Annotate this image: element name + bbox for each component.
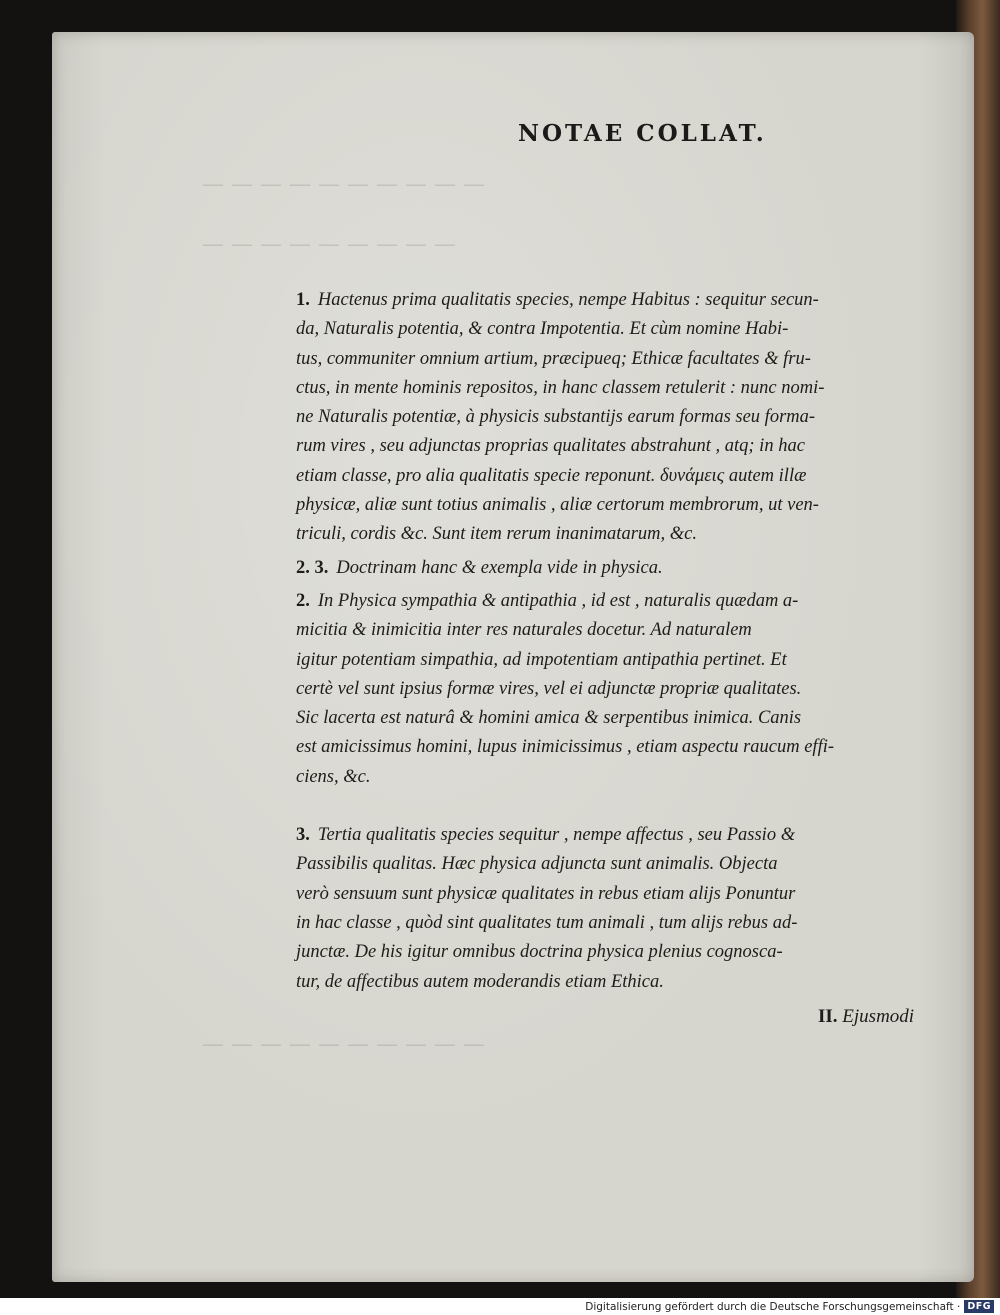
paragraph-number: 1.	[296, 290, 310, 310]
footer-credit-text: Digitalisierung gefördert durch die Deutsche Forschungsgemeinschaft ·	[585, 1300, 961, 1313]
text-line: ne Naturalis potentiæ, à physicis substantijs earum formas seu forma-	[296, 407, 816, 428]
paragraph-1	[296, 286, 932, 550]
text-line: Doctrinam hanc & exempla vide in physica.	[336, 557, 663, 578]
text-line: rum vires , seu adjunctas proprias qualitates abstrahunt , atq; in hac	[296, 436, 805, 457]
text-line: junctæ. De his igitur omnibus doctrina physica plenius cognosca-	[296, 942, 783, 963]
text-line: In Physica sympathia & antipathia , id est , naturalis quædam a-	[317, 590, 799, 611]
text-line: igitur potentiam simpathia, ad impotentiam antipathia pertinet. Et	[296, 649, 787, 670]
text-line: triculi, cordis &c. Sunt item rerum inanimatarum, &c.	[296, 524, 697, 545]
show-through-2: — — — — — — — — —	[202, 232, 456, 257]
text-line: etiam classe, pro alia qualitatis specie reponunt. δυνάμεις autem illæ	[296, 465, 807, 486]
text-body	[296, 286, 932, 997]
paragraph-number: 3.	[296, 825, 310, 846]
paragraph-2	[296, 587, 932, 792]
text-line: Sic lacerta est naturâ & homini amica & serpentibus inimica. Canis	[296, 708, 802, 729]
paragraph-number: 2.	[296, 590, 310, 611]
text-line: est amicissimus homini, lupus inimicissimus , etiam aspectu raucum effi-	[296, 737, 835, 758]
text-line: ctus, in mente hominis repositos, in hanc classem retulerit : nunc nomi-	[296, 377, 825, 398]
footer-credit-bar	[0, 1298, 1000, 1315]
text-line: in hac classe , quòd sint qualitates tum animali , tum alijs rebus ad-	[296, 912, 798, 933]
catchword-number: II.	[818, 1006, 838, 1027]
text-line: ciens, &c.	[296, 766, 371, 787]
paragraph-number: 2. 3.	[296, 557, 329, 578]
running-head: NOTAE COLLAT.	[518, 120, 767, 147]
text-line: tur, de affectibus autem moderandis etiam Ethica.	[296, 971, 664, 992]
show-through-1: — — — — — — — — — —	[202, 172, 485, 197]
text-line: physicæ, aliæ sunt totius animalis , aliæ certorum membrorum, ut ven-	[296, 495, 819, 516]
paragraph-3	[296, 821, 932, 997]
text-line: certè vel sunt ipsius formæ vires, vel ei adjunctæ propriæ qualitates.	[296, 678, 802, 699]
text-line: tus, communiter omnium artium, præcipueq; Ethicæ facultates & fru-	[296, 348, 811, 369]
catchword	[818, 1006, 914, 1028]
text-line: Passibilis qualitas. Hæc physica adjuncta sunt animalis. Objecta	[296, 854, 778, 875]
text-line: micitia & inimicitia inter res naturales docetur. Ad naturalem	[296, 620, 752, 641]
dfg-logo-icon[interactable]: DFG	[964, 1300, 994, 1313]
text-line: da, Naturalis potentia, & contra Impotentia. Et cùm nomine Habi-	[296, 319, 789, 340]
text-line: Hactenus prima qualitatis species, nempe Habitus : sequitur secun-	[317, 290, 819, 310]
text-line: Tertia qualitatis species sequitur , nempe affectus , seu Passio &	[317, 825, 796, 846]
show-through-3: — — — — — — — — — —	[202, 1032, 485, 1057]
text-line: verò sensuum sunt physicæ qualitates in rebus etiam alijs Ponuntur	[296, 883, 796, 904]
paragraph-2-3	[296, 554, 932, 583]
catchword-text: Ejusmodi	[842, 1006, 915, 1027]
